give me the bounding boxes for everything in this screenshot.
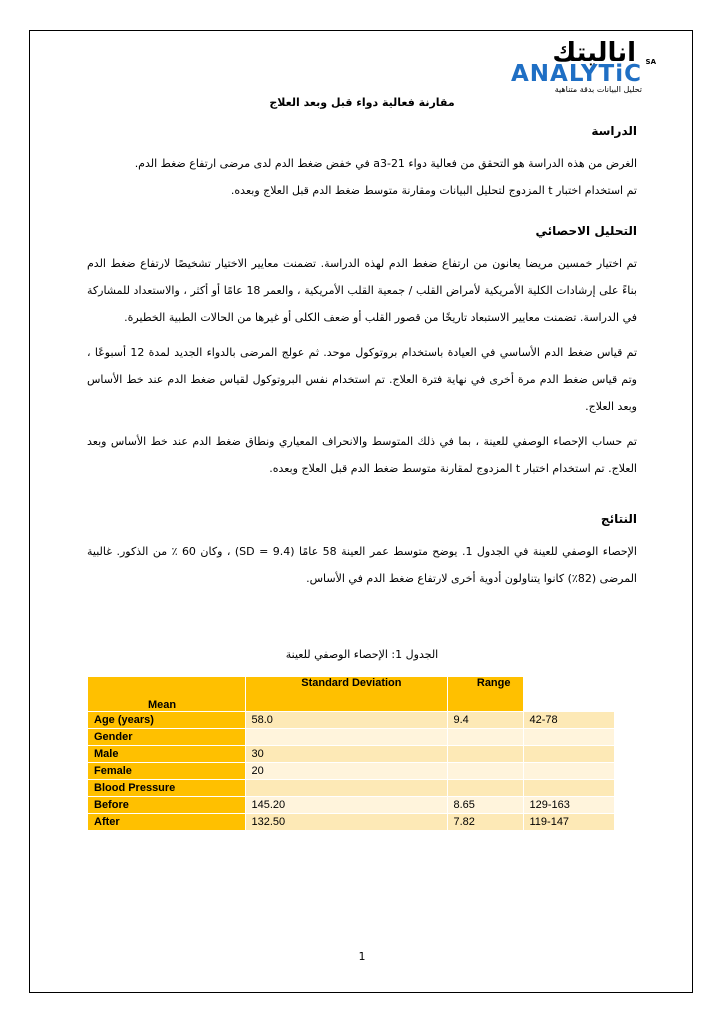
table-row	[88, 745, 614, 762]
header-standard-deviation: Standard Deviation	[245, 677, 447, 711]
study-section	[87, 124, 637, 204]
row-range: 42-78	[523, 711, 614, 728]
descriptive-stats-table	[88, 677, 615, 831]
table-row	[88, 711, 614, 728]
row-sd	[447, 762, 523, 779]
row-label: Before	[88, 796, 245, 813]
study-paragraph-2: تم استخدام اختبار t المزدوج لتحليل البيانات ومقارنة متوسط ضغط الدم قبل العلاج وبعده.	[230, 184, 637, 197]
study-paragraph-1: الغرض من هذه الدراسة هو التحقق من فعالية دواء 21-a3 في خفض ضغط الدم لدى مرضى ارتفاع ضغط الدم.	[134, 157, 637, 170]
row-mean: 145.20	[245, 796, 447, 813]
row-sd	[447, 745, 523, 762]
logo-english-text: ANALYTiC	[510, 61, 642, 87]
row-sd: 8.65	[447, 796, 523, 813]
logo-arabic-text: اناليتك	[552, 38, 636, 68]
row-label: Male	[88, 745, 245, 762]
row-range: 119-147	[523, 813, 614, 830]
study-heading: الدراسة	[591, 124, 637, 138]
table-row	[88, 813, 614, 830]
table-row	[88, 762, 614, 779]
row-label: Age (years)	[88, 711, 245, 728]
row-range	[523, 779, 614, 796]
analysis-section	[87, 224, 637, 482]
table-row	[88, 779, 614, 796]
row-label: Blood Pressure	[88, 779, 245, 796]
company-logo	[492, 38, 656, 94]
row-mean: 58.0	[245, 711, 447, 728]
row-label: Gender	[88, 728, 245, 745]
row-mean	[245, 779, 447, 796]
logo-sa-text: SA	[645, 58, 656, 66]
table-header-row	[88, 677, 614, 711]
row-range	[523, 762, 614, 779]
table-row	[88, 796, 614, 813]
row-range: 129-163	[523, 796, 614, 813]
results-heading: النتائج	[600, 512, 637, 526]
analysis-paragraph-3: تم حساب الإحصاء الوصفي للعينة ، بما في ذلك المتوسط والانحراف المعياري ونطاق ضغط الدم عند خط الأساس وبعد العلاج. تم استخدام اختبار t المزدوج لمقارنة متوسط ضغط الدم قبل العلاج وبعده.	[87, 435, 637, 475]
table-row	[88, 728, 614, 745]
row-sd	[447, 728, 523, 745]
row-mean: 132.50	[245, 813, 447, 830]
row-range	[523, 728, 614, 745]
row-mean: 20	[245, 762, 447, 779]
header-blank	[523, 677, 614, 711]
row-label: After	[88, 813, 245, 830]
analysis-heading: التحليل الاحصائي	[535, 224, 637, 238]
row-sd: 9.4	[447, 711, 523, 728]
row-label: Female	[88, 762, 245, 779]
row-range	[523, 745, 614, 762]
row-mean	[245, 728, 447, 745]
results-paragraph-1: الإحصاء الوصفي للعينة في الجدول 1. يوضح متوسط عمر العينة 58 عامًا (SD = 9.4) ، وكان 60 ٪ من الذكور. غالبية المرضى (82٪) كانوا يتناولون أدوية أخرى لارتفاع ضغط الدم في الأساس.	[87, 545, 637, 585]
analysis-paragraph-2: تم قياس ضغط الدم الأساسي في العيادة باستخدام بروتوكول موحد. ثم عولج المرضى بالدواء الجديد لمدة 12 أسبوعًا ، وتم قياس ضغط الدم مرة أخرى في نهاية فترة العلاج. تم استخدام نفس البروتوكول لقياس ضغط الدم عند خط الأساس وبعد العلاج.	[87, 346, 638, 413]
table-caption: الجدول 1: الإحصاء الوصفي للعينة	[285, 648, 439, 661]
logo-tagline: تحليل البيانات بدقة متناهية	[554, 85, 642, 94]
header-range: Range	[447, 677, 523, 711]
row-sd	[447, 779, 523, 796]
page-number: 1	[358, 950, 366, 963]
row-sd: 7.82	[447, 813, 523, 830]
results-section	[87, 512, 637, 592]
row-mean: 30	[245, 745, 447, 762]
header-mean: Mean	[88, 677, 245, 711]
document-title: مقارنة فعالية دواء قبل وبعد العلاج	[269, 96, 455, 109]
analysis-paragraph-1: تم اختيار خمسين مريضا يعانون من ارتفاع ضغط الدم لهذه الدراسة. تضمنت معايير الاختيار تشخيصًا لارتفاع ضغط الدم بناءً على إرشادات الكلية الأمريكية لأمراض القلب / جمعية القلب الأمريكية ، والعمر 18 عامًا أو أكثر ، والاستعداد للمشاركة في الدراسة. تضمنت معايير الاستبعاد تاريخًا من قصور القلب أو ضعف الكلى أو غيرها من الحالات الطبية الخطيرة.	[87, 257, 637, 324]
